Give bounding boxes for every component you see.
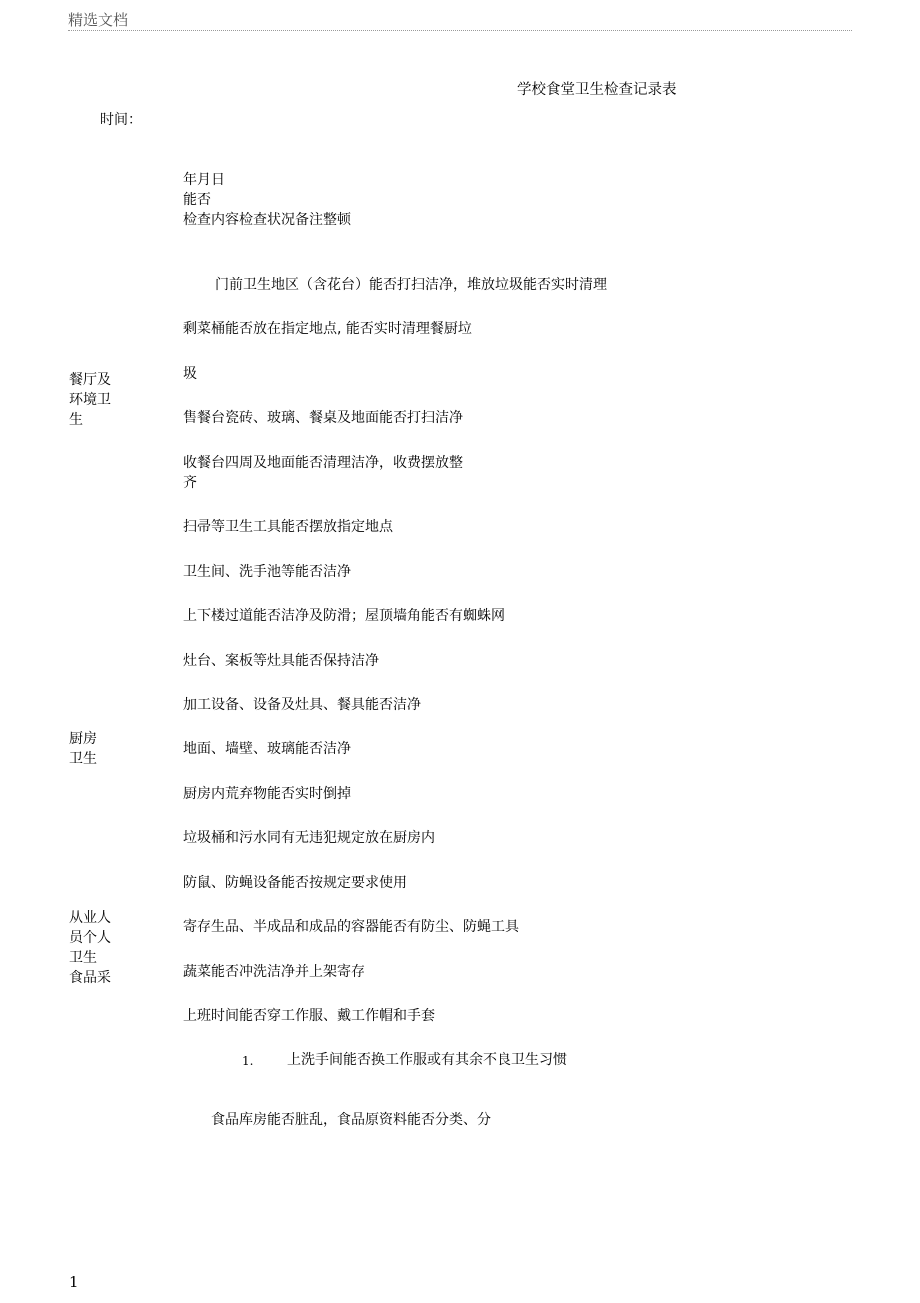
time-label: 时间： (100, 112, 142, 128)
check-item: 扫帚等卫生工具能否摆放指定地点 (183, 519, 393, 535)
numbered-check-item: 上洗手间能否换工作服或有其余不良卫生习惯 (287, 1052, 567, 1068)
check-item: 售餐台瓷砖、玻璃、餐桌及地面能否打扫洁净 (183, 410, 463, 426)
check-item: 齐 (183, 475, 197, 491)
page-number: 1 (69, 1273, 79, 1291)
check-item: 卫生间、洗手池等能否洁净 (183, 564, 351, 580)
category-line: 生 (69, 412, 83, 428)
check-item: 剩菜桶能否放在指定地点, 能否实时清理餐厨垃 (183, 321, 472, 337)
check-item: 上下楼过道能否洁净及防滑；屋顶墙角能否有蜘蛛网 (183, 608, 505, 624)
check-item: 加工设备、设备及灶具、餐具能否洁净 (183, 697, 421, 713)
check-item: 收餐台四周及地面能否清理洁净，收费摆放整 (183, 455, 463, 471)
list-number: 1. (242, 1054, 254, 1068)
check-item: 地面、墙壁、玻璃能否洁净 (183, 741, 351, 757)
check-item: 门前卫生地区（含花台）能否打扫洁净，堆放垃圾能否实时清理 (215, 277, 607, 293)
check-item: 蔬菜能否冲洗洁净并上架寄存 (183, 964, 365, 980)
check-item: 防鼠、防蝇设备能否按规定要求使用 (183, 875, 407, 891)
check-item: 灶台、案板等灶具能否保持洁净 (183, 653, 379, 669)
check-item: 上班时间能否穿工作服、戴工作帽和手套 (183, 1008, 435, 1024)
document-title: 学校食堂卫生检查记录表 (517, 82, 677, 98)
date-label: 年月日 (183, 172, 225, 188)
category-line: 厨房 (69, 731, 97, 747)
page-header: 精选文档 (68, 11, 129, 29)
check-item: 食品库房能否脏乱，食品原资料能否分类、分 (211, 1112, 491, 1128)
category-line: 餐厅及 (69, 372, 111, 388)
category-line: 从业人 (69, 910, 111, 926)
check-item: 厨房内荒弃物能否实时倒掉 (183, 786, 351, 802)
category-staff (69, 908, 129, 988)
category-line: 环境卫 (69, 392, 111, 408)
category-kitchen (69, 729, 129, 769)
category-line: 食品采 (69, 970, 111, 986)
check-item: 圾 (183, 366, 197, 382)
category-line: 员个人 (69, 930, 111, 946)
category-line: 卫生 (69, 950, 97, 966)
header-divider (68, 30, 852, 31)
category-line: 卫生 (69, 751, 97, 767)
category-dining (69, 370, 129, 430)
check-item: 垃圾桶和污水同有无违犯规定放在厨房内 (183, 830, 435, 846)
check-item: 寄存生品、半成品和成品的容器能否有防尘、防蝇工具 (183, 919, 519, 935)
table-header-line2: 检查内容检查状况备注整顿 (183, 212, 351, 228)
table-header-line1: 能否 (183, 192, 211, 208)
